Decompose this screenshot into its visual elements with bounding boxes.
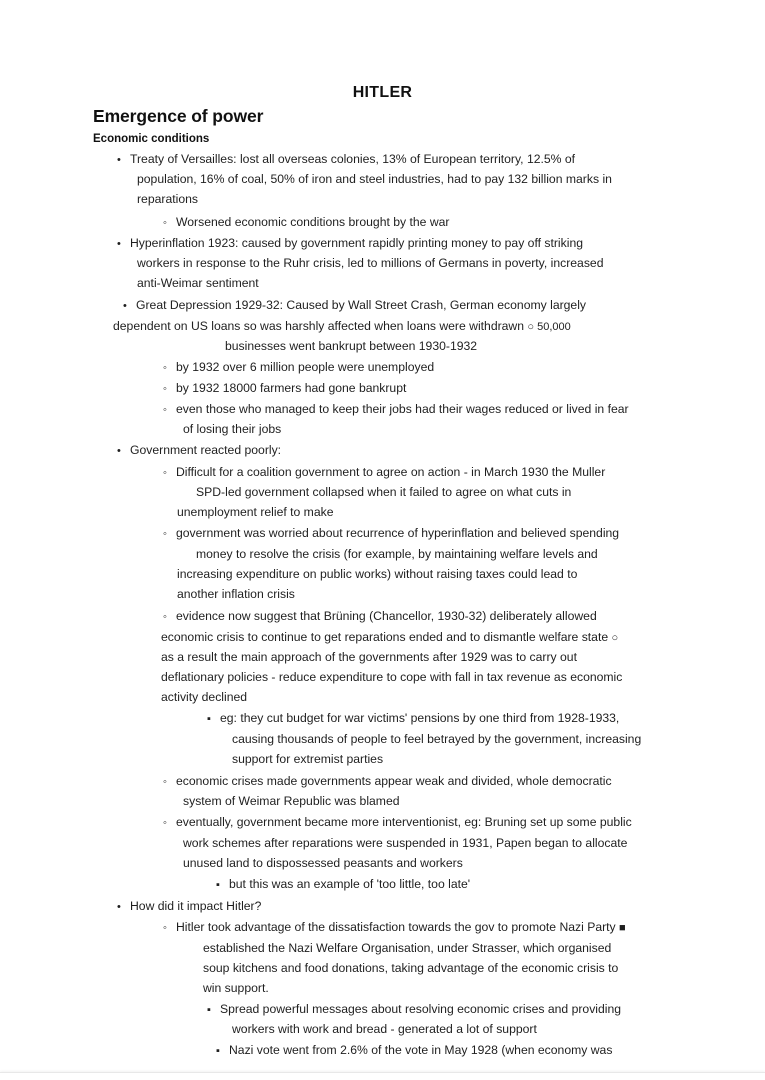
bullet-circle-icon (163, 361, 176, 376)
bullet-disc-icon (117, 153, 130, 168)
note-line-wrap (183, 856, 463, 871)
note-line-text: How did it impact Hitler? (130, 899, 262, 913)
note-bullet-circle (163, 609, 597, 625)
note-bullet-circle (163, 526, 619, 542)
note-bullet-disc (117, 152, 575, 168)
note-line-wrap (177, 567, 577, 582)
note-line-wrap (137, 276, 259, 291)
bullet-circle-icon (163, 403, 176, 418)
bullet-circle-icon (163, 610, 176, 625)
note-line-text: workers with work and bread - generated a lot of support (232, 1022, 537, 1036)
note-line-wrap (232, 1022, 537, 1037)
bullet-disc-icon (117, 900, 130, 915)
note-line-text: government was worried about recurrence of hyperinflation and believed spending (176, 526, 620, 540)
page-title: HITLER (352, 84, 413, 101)
note-line-text: by 1932 over 6 million people were unemployed (176, 360, 435, 374)
note-line-wrap (203, 961, 618, 976)
note-line-wrap (196, 547, 598, 562)
note-line-text: Treaty of Versailles: lost all overseas colonies, 13% of European territory, 12.5% of (130, 152, 576, 166)
note-line-wrap (196, 485, 571, 500)
bullet-square-icon (216, 1044, 229, 1059)
bullet-circle-icon (163, 382, 176, 397)
note-line-wrap (161, 670, 622, 685)
note-line-text: SPD-led government collapsed when it failed to agree on what cuts in (196, 485, 572, 499)
note-line-wrap (232, 732, 641, 747)
note-line-trailing-marker: ○ (611, 632, 619, 644)
note-line-text: economic crisis to continue to get reparations ended and to dismantle welfare state (161, 630, 609, 644)
note-line-text: economic crises made governments appear weak and divided, whole democratic (176, 774, 612, 788)
note-line-text: causing thousands of people to feel betrayed by the government, increasing (232, 732, 642, 746)
note-line-wrap (161, 630, 618, 646)
bullet-disc-icon (117, 237, 130, 252)
note-line-text: Worsened economic conditions brought by the war (176, 215, 450, 229)
note-line-text: Spread powerful messages about resolving economic crises and providing (220, 1002, 622, 1016)
bullet-circle-icon (163, 775, 176, 790)
note-line-text: money to resolve the crisis (for example, by maintaining welfare levels and (196, 547, 598, 561)
note-line-wrap (203, 941, 611, 956)
note-line-wrap (203, 981, 269, 996)
note-line-wrap (183, 836, 627, 851)
note-line-text: system of Weimar Republic was blamed (183, 794, 400, 808)
note-line-wrap (161, 650, 577, 665)
note-bullet-circle (163, 381, 406, 397)
note-bullet-disc (117, 899, 261, 915)
note-line-text: by 1932 18000 farmers had gone bankrupt (176, 381, 407, 395)
note-bullet-circle (163, 402, 629, 418)
note-bullet-circle (163, 920, 626, 936)
note-line-text: work schemes after reparations were suspended in 1931, Papen began to allocate (183, 836, 628, 850)
note-line-text: Difficult for a coalition government to agree on action - in March 1930 the Muller (176, 465, 606, 479)
note-line-text: workers in response to the Ruhr crisis, led to millions of Germans in poverty, increased (137, 256, 604, 270)
note-line-text: unemployment relief to make (177, 505, 334, 519)
note-line-text: activity declined (161, 690, 248, 704)
bullet-square-icon (207, 712, 220, 727)
bullet-square-icon (207, 1003, 220, 1018)
section-heading-emergence-of-power: Emergence of power (93, 106, 264, 126)
bullet-circle-icon (163, 527, 176, 542)
note-line-wrap (183, 422, 281, 437)
note-line-trailing-marker: ■ (619, 922, 626, 934)
note-line-text: anti-Weimar sentiment (137, 276, 259, 290)
note-line-wrap (137, 192, 198, 207)
note-line-wrap (137, 256, 603, 271)
note-line-wrap (161, 690, 247, 705)
bullet-square-icon (216, 878, 229, 893)
note-line-text: businesses went bankrupt between 1930-1932 (225, 339, 478, 353)
note-bullet-circle (163, 465, 605, 481)
note-bullet-disc (117, 443, 281, 459)
note-bullet-circle (163, 815, 632, 831)
note-line-text: reparations (137, 192, 198, 206)
note-bullet-square (207, 1002, 621, 1018)
note-line-text: established the Nazi Welfare Organisation, under Strasser, which organised (203, 941, 612, 955)
note-line-text: eg: they cut budget for war victims' pensions by one third from 1928-1933, (220, 711, 620, 725)
note-bullet-square (207, 711, 619, 727)
page-bottom-edge (0, 1072, 765, 1080)
bullet-circle-icon (163, 216, 176, 231)
note-line-wrap (183, 794, 400, 809)
note-line-text: but this was an example of 'too little, too late' (229, 877, 471, 891)
note-line-wrap (177, 587, 295, 602)
note-line-text: Nazi vote went from 2.6% of the vote in May 1928 (when economy was (229, 1043, 613, 1057)
bullet-circle-icon (163, 816, 176, 831)
note-line-text: deflationary policies - reduce expenditure to cope with fall in tax revenue as economic (161, 670, 623, 684)
note-line-text: increasing expenditure on public works) without raising taxes could lead to (177, 567, 578, 581)
note-line-text: Government reacted poorly: (130, 443, 282, 457)
note-line-text: soup kitchens and food donations, taking advantage of the economic crisis to (203, 961, 619, 975)
note-line-text: Hitler took advantage of the dissatisfaction towards the gov to promote Nazi Party (176, 920, 616, 934)
bullet-circle-icon (163, 466, 176, 481)
note-line-wrap (137, 172, 612, 187)
note-line-text: evidence now suggest that Brüning (Chancellor, 1930-32) deliberately allowed (176, 609, 597, 623)
note-line-text: as a result the main approach of the governments after 1929 was to carry out (161, 650, 577, 664)
bullet-disc-icon (117, 444, 130, 459)
note-bullet-disc (117, 236, 583, 252)
note-line-text: another inflation crisis (177, 587, 295, 601)
note-line-text: eventually, government became more interventionist, eg: Bruning set up some public (176, 815, 632, 829)
note-line-text: even those who managed to keep their jobs had their wages reduced or lived in fear (176, 402, 629, 416)
note-line-wrap (232, 752, 383, 767)
bullet-disc-icon (123, 299, 136, 314)
note-bullet-square (216, 877, 470, 893)
bullet-circle-icon (163, 921, 176, 936)
note-line-trailing-marker: ○ 50,000 (527, 321, 571, 333)
note-bullet-disc (123, 298, 586, 314)
note-line-wrap (177, 505, 333, 520)
note-line-text: population, 16% of coal, 50% of iron and steel industries, had to pay 132 billion marks in (137, 172, 612, 186)
note-line-text: Great Depression 1929-32: Caused by Wall Street Crash, German economy largely (136, 298, 587, 312)
note-line-text: of losing their jobs (183, 422, 282, 436)
note-line-text: win support. (203, 981, 269, 995)
note-line-text: support for extremist parties (232, 752, 384, 766)
note-bullet-circle (163, 215, 449, 231)
note-line-text: Hyperinflation 1923: caused by government rapidly printing money to pay off striking (130, 236, 583, 250)
note-line-text: unused land to dispossessed peasants and workers (183, 856, 463, 870)
note-line-wrap (113, 319, 571, 335)
note-bullet-square (216, 1043, 612, 1059)
note-bullet-circle (163, 774, 612, 790)
note-line-wrap (225, 339, 477, 354)
note-line-text: dependent on US loans so was harshly affected when loans were withdrawn (113, 319, 525, 333)
note-bullet-circle (163, 360, 434, 376)
subsection-heading-economic-conditions: Economic conditions (93, 133, 210, 145)
